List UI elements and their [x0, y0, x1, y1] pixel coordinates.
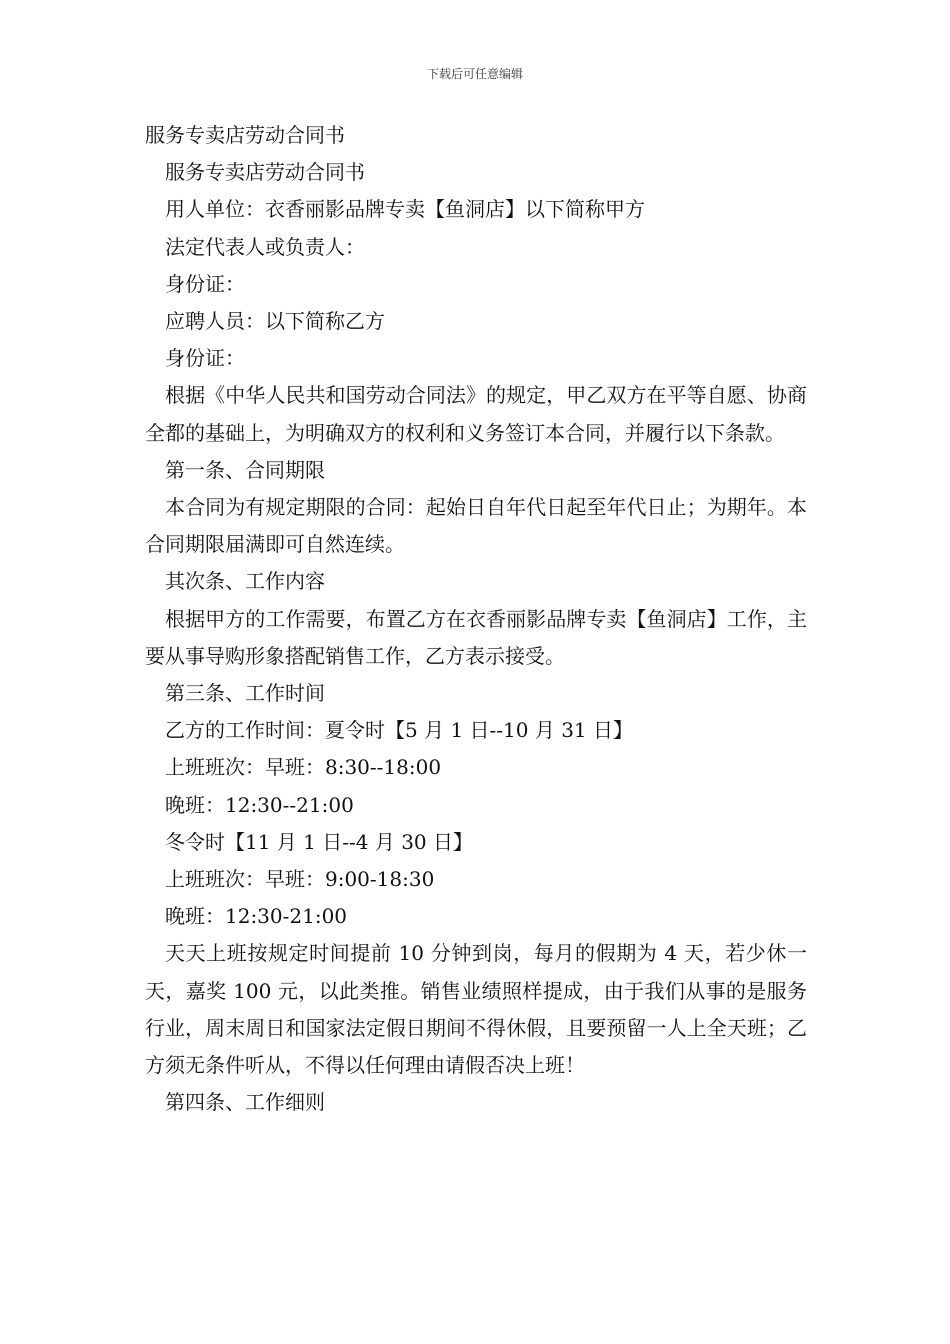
legal-rep-line: 法定代表人或负责人： [165, 234, 365, 259]
summer-late-shift: 晚班：12:30--21:00 [165, 792, 354, 817]
article-3-heading: 第三条、工作时间 [165, 681, 325, 706]
attendance-rule-paragraph: 天天上班按规定时间提前 10 分钟到岗，每月的假期为 4 天，若少休一天，嘉奖 100 元，以此类推。销售业绩照样提成，由于我们从事的是服务行业，周末周日和国家法定假日期间不得休假，且要预留一人上全天班；乙方须无条件听从，不得以任何理由请假否决上班！ [145, 941, 807, 1078]
employee-id-line: 身份证： [165, 346, 245, 371]
article-4-heading: 第四条、工作细则 [165, 1090, 325, 1115]
article-2-heading: 其次条、工作内容 [165, 569, 325, 594]
page-header-note: 下载后可任意编辑 [426, 67, 523, 81]
contract-body [145, 117, 807, 1121]
summer-hours-line: 乙方的工作时间：夏令时【5 月 1 日--10 月 31 日】 [165, 718, 634, 743]
article-2-body: 根据甲方的工作需要，布置乙方在衣香丽影品牌专卖【鱼洞店】工作，主要从事导购形象搭配销售工作，乙方表示接受。 [145, 606, 807, 668]
article-1-heading: 第一条、合同期限 [165, 457, 325, 482]
employee-line: 应聘人员：以下简称乙方 [165, 309, 385, 334]
winter-hours-line: 冬令时【11 月 1 日--4 月 30 日】 [165, 829, 474, 854]
document-subtitle: 服务专卖店劳动合同书 [165, 160, 365, 185]
employer-line: 用人单位：衣香丽影品牌专卖【鱼洞店】以下简称甲方 [165, 197, 645, 222]
winter-morning-shift: 上班班次：早班：9:00-18:30 [165, 867, 435, 892]
intro-paragraph: 根据《中华人民共和国劳动合同法》的规定，甲乙双方在平等自愿、协商全都的基础上，为明确双方的权利和义务签订本合同，并履行以下条款。 [145, 383, 807, 445]
employer-id-line: 身份证： [165, 271, 245, 296]
article-1-body: 本合同为有规定期限的合同：起始日自年代日起至年代日止；为期年。本合同期限届满即可自然连续。 [145, 495, 807, 557]
document-title: 服务专卖店劳动合同书 [145, 123, 345, 147]
summer-morning-shift: 上班班次：早班：8:30--18:00 [165, 755, 442, 780]
winter-late-shift: 晚班：12:30-21:00 [165, 904, 348, 929]
